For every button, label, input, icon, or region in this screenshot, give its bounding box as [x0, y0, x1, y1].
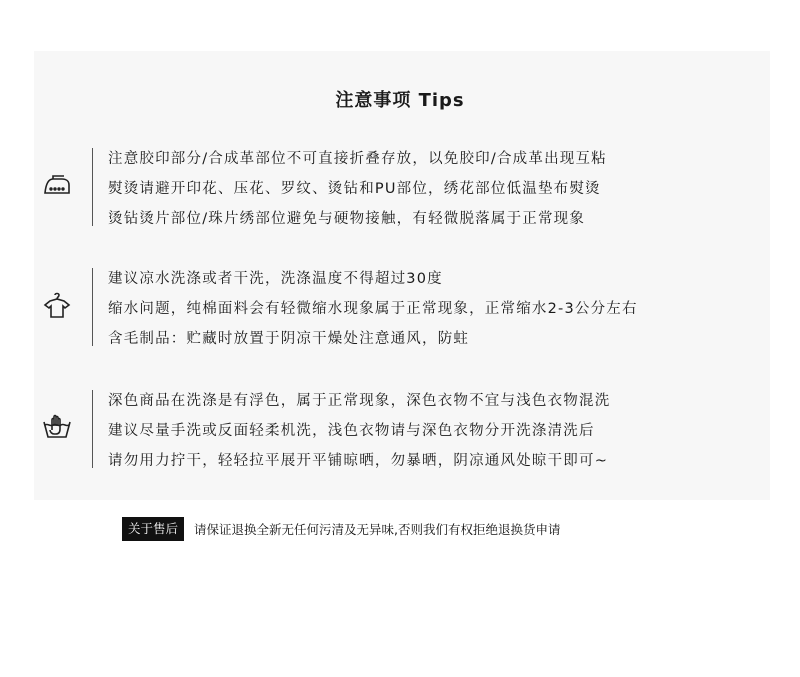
care-line: 缩水问题，纯棉面料会有轻微缩水现象属于正常现象，正常缩水2-3公分左右 [108, 301, 638, 317]
section-divider [92, 390, 93, 468]
after-sales-badge: 关于售后 [122, 517, 184, 541]
care-line: 注意胶印部分/合成革部位不可直接折叠存放，以免胶印/合成革出现互粘 [108, 151, 607, 167]
care-line: 建议凉水洗涤或者干洗，洗涤温度不得超过30度 [108, 271, 443, 287]
after-sales-text: 请保证退换全新无任何污清及无异味,否则我们有权拒绝退换货申请 [194, 522, 561, 537]
care-line: 烫钻烫片部位/珠片绣部位避免与硬物接触，有轻微脱落属于正常现象 [108, 211, 586, 227]
care-line: 请勿用力拧干，轻轻拉平展开平铺晾晒，勿暴晒，阴凉通风处晾干即可~ [108, 453, 609, 469]
care-line: 建议尽量手洗或反面轻柔机洗，浅色衣物请与深色衣物分开洗涤清洗后 [108, 423, 595, 439]
section-divider [92, 268, 93, 346]
care-line: 深色商品在洗涤是有浮色，属于正常现象，深色衣物不宜与浅色衣物混洗 [108, 393, 611, 409]
hand-wash-icon [42, 412, 72, 442]
section-divider [92, 148, 93, 226]
iron-icon [42, 170, 72, 200]
shirt-hanger-icon [42, 290, 72, 320]
after-sales-note [122, 516, 561, 542]
page-title: 注意事项 Tips [335, 90, 465, 111]
care-line: 熨烫请避开印花、压花、罗纹、烫钻和PU部位，绣花部位低温垫布熨烫 [108, 181, 601, 197]
care-line: 含毛制品：贮藏时放置于阴凉干燥处注意通风，防蛀 [108, 331, 470, 347]
